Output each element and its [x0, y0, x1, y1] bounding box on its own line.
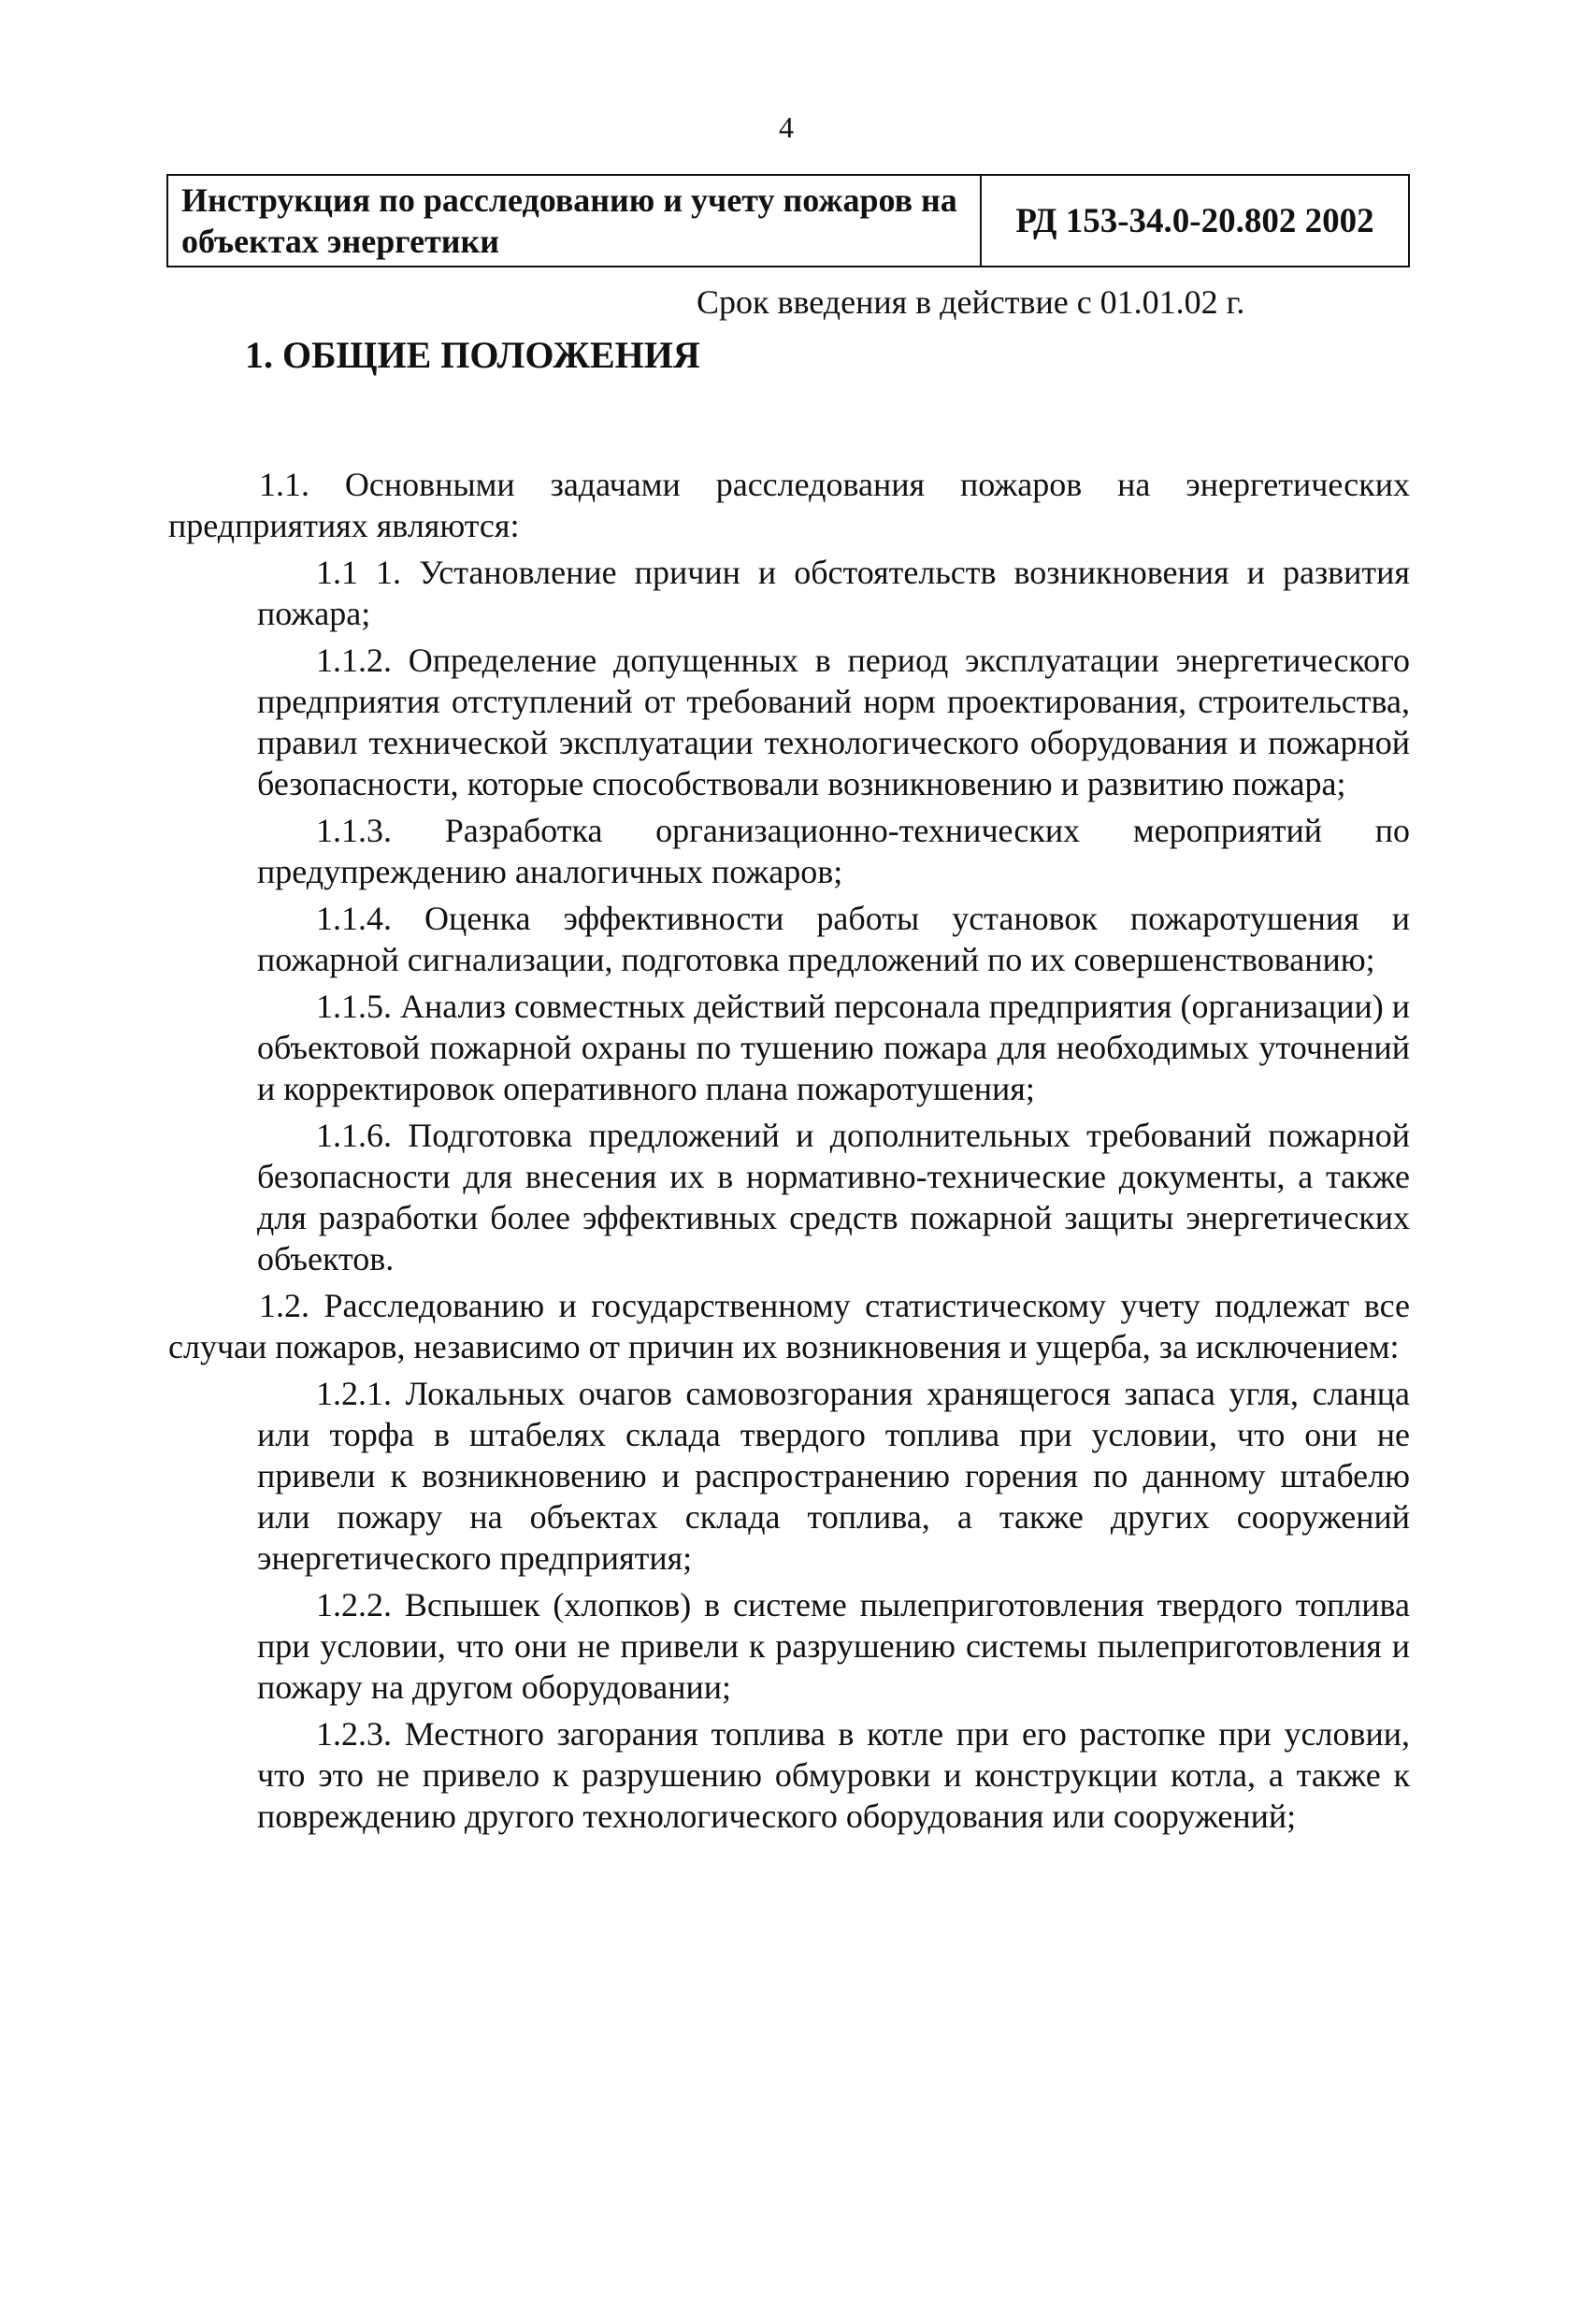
paragraph-1-1-2: 1.1.2. Определение допущенных в период эксплуатации энергетического предприятия отступлений от требований норм проектирования, строительства, правил технической эксплуатации технологического оборудования и пожарной безопасности, которые способствовали возникновению и развитию пожара;: [257, 642, 1410, 802]
body-text: [168, 464, 1410, 1842]
paragraph-1-1-6: 1.1.6. Подготовка предложений и дополнительных требований пожарной безопасности для внесения их в нормативно-технические документы, а также для разработки более эффективных средств пожарной защиты энергетических объектов.: [257, 1117, 1410, 1277]
paragraph-1-1: 1.1. Основными задачами расследования пожаров на энергетических предприятиях являются:: [168, 466, 1410, 544]
paragraph-1-1-5: 1.1.5. Анализ совместных действий персонала предприятия (организации) и объектовой пожарной охраны по тушению пожара для необходимых уточнений и корректировок оперативного плана пожаротушения;: [257, 988, 1410, 1107]
paragraph-1-2: 1.2. Расследованию и государственному статистическому учету подлежат все случаи пожаров, независимо от причин их возникновения и ущерба, за исключением:: [168, 1287, 1410, 1365]
page-number: 4: [779, 110, 794, 144]
document-title: Инструкция по расследованию и учету пожаров на объектах энергетики: [168, 176, 982, 266]
paragraph-1-1-4: 1.1.4. Оценка эффективности работы установок пожаротушения и пожарной сигнализации, подготовка предложений по их совершенствованию;: [257, 900, 1410, 978]
paragraph-1-1-1: 1.1 1. Установление причин и обстоятельств возникновения и развития пожара;: [257, 554, 1410, 632]
paragraph-1-2-2: 1.2.2. Вспышек (хлопков) в системе пылеприготовления твердого топлива при условии, что они не привели к разрушению системы пылеприготовления и пожару на другом оборудовании;: [257, 1586, 1410, 1706]
effective-date: Срок введения в действие с 01.01.02 г.: [697, 283, 1245, 321]
section-heading: 1. ОБЩИЕ ПОЛОЖЕНИЯ: [245, 334, 700, 376]
paragraph-1-2-3: 1.2.3. Местного загорания топлива в котле при его растопке при условии, что это не привело к разрушению обмуровки и конструкции котла, а также к повреждению другого технологического оборудования или сооружений;: [257, 1715, 1410, 1835]
document-header: [166, 174, 1410, 267]
paragraph-1-2-1: 1.2.1. Локальных очагов самовозгорания хранящегося запаса угля, сланца или торфа в штабелях склада твердого топлива при условии, что они не привели к возникновению и распространению горения по данному штабелю или пожару на объектах склада топлива, а также других сооружений энергетического предприятия;: [257, 1375, 1410, 1577]
document-code: РД 153-34.0-20.802 2002: [1015, 201, 1374, 240]
paragraph-1-1-3: 1.1.3. Разработка организационно-технических мероприятий по предупреждению аналогичных пожаров;: [257, 812, 1410, 890]
